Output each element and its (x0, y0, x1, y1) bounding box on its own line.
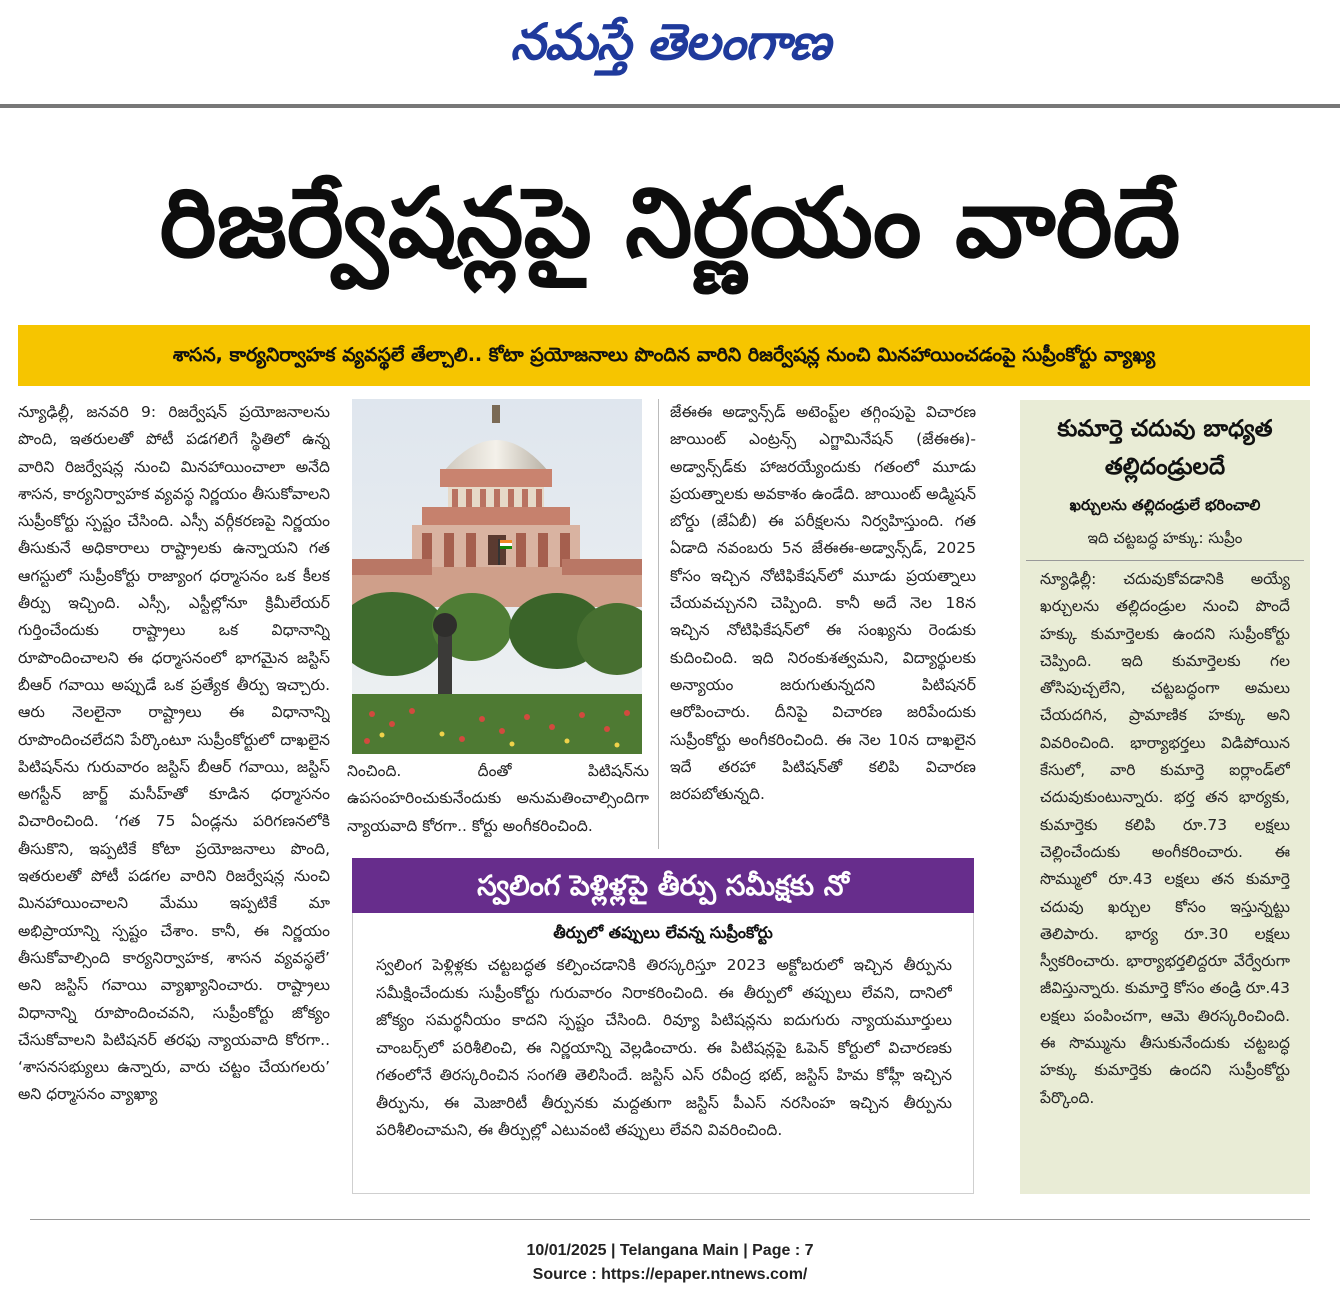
sidebar-body: న్యూఢిల్లీ: చదువుకోవడానికి అయ్యే ఖర్చులను తల్లిదండ్రుల నుంచి పొందే హక్కు కుమార్తెలకు ఉందని సుప్రీంకోర్టు చెప్పింది. ఇది కుమార్తెలకు గల తోసిపుచ్చలేని, చట్టబద్ధంగా అమలు చేయదగిన, ప్రామాణిక హక్కు అని వివరించింది. భార్యాభర్తలు విడిపోయిన కేసులో, వారి కుమార్తె ఐర్లాండ్‌లో చదువుకుంటున్నారు. భర్త తన భార్యకు, కుమార్తెకు కలిపి రూ.73 లక్షలు చెల్లించేందుకు అంగీకరించారు. ఈ సొమ్ములో రూ.43 లక్షలు తన కుమార్తె చదువు ఖర్చుల కోసం ఇస్తున్నట్టు తెలిపారు. భార్య రూ.30 లక్షలు స్వీకరించారు. భార్యాభర్తలిద్దరూ వేర్వేరుగా జీవిస్తున్నారు. కుమార్తె కోసం తండ్రి రూ.43 లక్షలు పంపించగా, ఆమె తిరస్కరించింది. ఈ సొమ్మును తీసుకునేందుకు చట్టబద్ధ హక్కు కుమార్తెకు ఉందని సుప్రీంకోర్టు పేర్కొంది. (1040, 570, 1290, 1107)
page-headline: రిజర్వేషన్లపై నిర్ణయం వారిదే (159, 167, 1181, 279)
story2-headline: స్వలింగ పెళ్లిళ్లపై తీర్పు సమీక్షకు నో (352, 858, 974, 913)
main-story-column-2: నించింది. దీంతో పిటిషన్‌ను ఉపసంహరించుకునేందుకు అనుమతించాల్సిందిగా న్యాయవాది కోరగా.. కోర్టు అంగీకరించింది. (347, 762, 649, 835)
masthead-logo: నమస్తే తెలంగాణ (510, 12, 830, 71)
column-divider (658, 399, 659, 849)
main-story-column-1: న్యూఢిల్లీ, జనవరి 9: రిజర్వేషన్ ప్రయోజనాలను పొంది, ఇతరులతో పోటీ పడగలిగే స్థితిలో ఉన్న వారిని రిజర్వేషన్ల నుంచి మినహాయించాలా అనేది శాసన, కార్యనిర్వాహక వ్యవస్థ నిర్ణయం తీసుకోవాలని సుప్రీంకోర్టు స్పష్టం చేసింది. ఎస్సీ వర్గీకరణపై నిర్ణయం తీసుకునే అధికారాలు రాష్ట్రాలకు ఉన్నాయని గత ఆగస్టులో సుప్రీంకోర్టు రాజ్యాంగ ధర్మాసనం ఒక కీలక తీర్పు ఇచ్చింది. ఎస్సీ, ఎస్టీల్లోనూ క్రిమీలేయర్ గుర్తించేందుకు రాష్ట్రాలు ఒక విధానాన్ని రూపొందించాలని ఈ ధర్మాసనంలో భాగమైన జస్టిస్ బీఆర్ గవాయి అప్పుడే ఒక ప్రత్యేక తీర్పు ఇచ్చారు. ఆరు నెలలైనా రాష్ట్రాలు ఈ విధానాన్ని రూపొందించలేదని పేర్కొంటూ సుప్రీంకోర్టులో దాఖలైన పిటిషన్‌ను గురువారం జస్టిస్ బీఆర్ గవాయి, జస్టిస్ అగస్టీన్ జార్జ్ మసీహ్‌తో కూడిన ధర్మాసనం విచారించింది. ‘గత 75 ఏండ్లను పరిగణనలోకి తీసుకొని, ఇప్పటికే కోటా ప్రయోజనాలు పొంది, ఇతరులతో పోటీ పడగల వారిని రిజర్వేషన్ల నుంచి మినహాయించాలని మేము ఇప్పటికే మా అభిప్రాయాన్ని స్పష్టం చేశాం. కానీ, ఈ నిర్ణయం తీసుకోవాల్సింది కార్యనిర్వాహక, శాసన వ్యవస్థలే’ అని జస్టిస్ గవాయి వ్యాఖ్యానించారు. రాష్ట్రాలు విధానాన్ని రూపొందించవని, సుప్రీంకోర్టు జోక్యం చేసుకోవాలని పిటిషనర్ తరఫు న్యాయవాది కోరగా.. ‘శాసనసభ్యులు ఉన్నారు, వారు చట్టం చేయగలరు’ అని ధర్మాసనం వ్యాఖ్యా (18, 403, 330, 1104)
jee-story-column: జేఈఈ అడ్వాన్స్‌డ్ అటెంప్ట్‌ల తగ్గింపుపై విచారణ జాయింట్ ఎంట్రన్స్ ఎగ్జామినేషన్ (జేఈఈ)-అడ్వాన్స్‌డ్‌కు హాజరయ్యేందుకు గతంలో మూడు ప్రయత్నాలకు అవకాశం ఉండేది. జాయింట్ అడ్మిషన్ బోర్డు (జేఏబీ) ఈ పరీక్షలను నిర్వహిస్తుంది. గత ఏడాది నవంబరు 5న జేఈఈ-అడ్వాన్స్‌డ్, 2025 కోసం ఇచ్చిన నోటిఫికేషన్‌లో మూడు ప్రయత్నాలు చేయవచ్చునని చెప్పింది. కానీ అదే నెల 18న ఇచ్చిన నోటిఫికేషన్‌లో ఈ సంఖ్యను రెండుకు కుదించింది. ఇది నిరంకుశత్వమని, విద్యార్థులకు అన్యాయం జరుగుతున్నదని పిటిషనర్ ఆరోపించారు. దీనిపై విచారణ జరిపేందుకు సుప్రీంకోర్టు అంగీకరించింది. ఈ నెల 10న దాఖలైన ఇదే తరహా పిటిషన్‌తో కలిపి విచారణ జరపబోతున్నది. (670, 403, 976, 804)
sidebar-tagline: ఇది చట్టబద్ధ హక్కు: సుప్రీం (1087, 529, 1243, 547)
sidebar-divider (1026, 560, 1304, 561)
masthead-divider (0, 104, 1340, 108)
footer-divider (30, 1219, 1310, 1220)
story2-subhead: తీర్పులో తప్పులు లేవన్న సుప్రీంకోర్టు (553, 923, 773, 942)
headline-deck: శాసన, కార్యనిర్వాహక వ్యవస్థలే తేల్చాలి.. కోటా ప్రయోజనాలు పొందిన వారిని రిజర్వేషన్ల నుంచి మినహాయించడంపై సుప్రీంకోర్టు వ్యాఖ్య (18, 325, 1310, 386)
supreme-court-photo (352, 399, 642, 754)
story2-body: స్వలింగ పెళ్లిళ్లకు చట్టబద్ధత కల్పించడానికి తిరస్కరిస్తూ 2023 అక్టోబరులో ఇచ్చిన తీర్పును సమీక్షించేందుకు సుప్రీంకోర్టు గురువారం నిరాకరించింది. ఈ తీర్పులో తప్పులు లేవని, దానిలో జోక్యం సమర్థనీయం కాదని స్పష్టం చేసింది. రివ్యూ పిటిషన్లను ఐదుగురు న్యాయమూర్తులు చాంబర్స్‌లో పరిశీలించి, ఈ నిర్ణయాన్ని వెల్లడించారు. ఈ పిటిషన్లపై ఓపెన్ కోర్టులో విచారణకు గతంలోనే తిరస్కరించిన సంగతి తెలిసిందే. జస్టిస్ ఎస్ రవీంద్ర భట్, జస్టిస్ హిమ కోహ్లీ ఇచ్చిన తీర్పును, ఈ మెజారిటీ తీర్పునకు మద్దతుగా జస్టిస్ పీఎస్ నరసింహ ఇచ్చిన తీర్పును పరిశీలించామని, ఈ తీర్పుల్లో ఎటువంటి తప్పులు లేవని వివరించింది. (376, 956, 952, 1139)
sidebar-headline: కుమార్తె చదువు బాధ్యత తల్లిదండ్రులదే (1057, 416, 1273, 480)
footer-edition-info: 10/01/2025 | Telangana Main | Page : 7 (526, 1242, 814, 1259)
sidebar-subhead: ఖర్చులను తల్లిదండ్రులే భరించాలి (1069, 496, 1261, 514)
footer-source-link[interactable]: Source : https://epaper.ntnews.com/ (532, 1266, 808, 1283)
